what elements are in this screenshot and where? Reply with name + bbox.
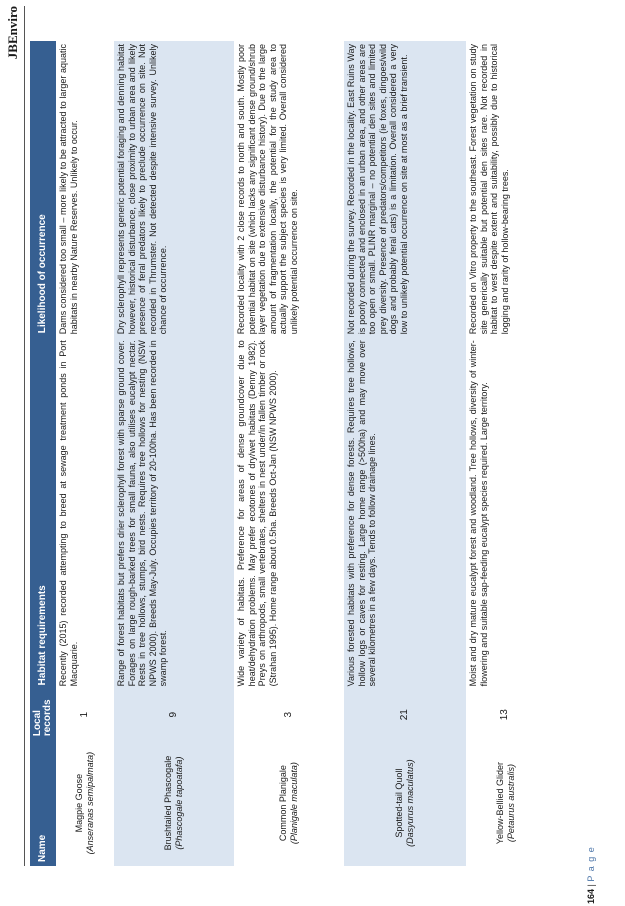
habitat-cell: Recently (2015) recorded attempting to breed at sewage treatment ponds in Port Macquarie.	[56, 337, 114, 689]
table-row	[56, 41, 114, 866]
species-table	[30, 41, 545, 866]
records-cell: 13	[466, 689, 545, 740]
likelihood-cell: Dry sclerophyll represents generic potential foraging and denning habitat however, historical disturbance, close proximity to urban area and likely presence of feral predators likely to preclude occurrence on site. Not recorded in Thrumster. Not detected despite intensive survey. Unlikely chance of occurrence.	[114, 41, 234, 337]
records-cell: 1	[56, 689, 114, 740]
header-records: Local records	[30, 689, 56, 740]
likelihood-cell: Not recorded during the survey. Recorded in the locality. East Ruins Way is poorly connected and enclosed in an urban area, and other areas are too open or small. PLINR marginal – no potential den sites and limited prey diversity. Presence of predators/competitors (ie foxes, dingoes/wild dogs and probably feral cats) is a limitation. Overall considered a very low to unlikely potential occurrence on site at most as a brief transient.	[344, 41, 466, 337]
header-name: Name	[30, 740, 56, 866]
likelihood-cell: Recorded on Vitro property to the southeast. Forest vegetation on study site generically suitable but potential den sites rare. Not recorded in habitat to west despite extent and suitability, possibly due to historical logging and rarity of hollow-bearing trees.	[466, 41, 545, 337]
table-header-row	[30, 41, 56, 866]
species-name-cell	[234, 740, 344, 866]
scientific-name: (Planigale maculata)	[289, 762, 299, 845]
likelihood-cell: Dams considered too small – more likely to be attracted to larger aquatic habitats in nearby Nature Reserves. Unlikely to occur.	[56, 41, 114, 337]
page-number: 164	[586, 888, 596, 904]
likelihood-cell: Recorded locality with 2 close records to north and south. Mostly poor potential habitat on site (which lacks any significant dense ground/shrub layer vegetation due to extensive disturbance history). Due to the large amount of fragmentation locally, the potential for the study area to actually support the subject species is very limited. Overall considered unlikely potential occurrence on site.	[234, 41, 344, 337]
table-row	[344, 41, 466, 866]
header-rule	[24, 6, 25, 866]
table-row	[466, 41, 545, 866]
common-name: Magpie Goose	[74, 773, 85, 833]
species-name-cell	[114, 740, 234, 866]
species-name-cell	[466, 740, 545, 866]
scientific-name: (Petaurus australis)	[505, 764, 516, 843]
scientific-name: (Anseranas semipalmata)	[85, 751, 95, 855]
records-cell: 3	[234, 689, 344, 740]
page-footer: 164 | P a g e	[586, 846, 596, 904]
header-habitat: Habitat requirements	[30, 337, 56, 689]
common-name: Brushtailed Phascogale	[163, 755, 174, 851]
habitat-cell: Various forested habitats with preference for dense forests. Requires tree hollows, hollow logs or caves for resting. Large home range (>500ha) and may move over several kilometres in a few days. Tends to follow drainage lines.	[344, 337, 466, 689]
table-row	[114, 41, 234, 866]
species-name-cell	[344, 740, 466, 866]
common-name: Common Planigale	[278, 765, 289, 842]
habitat-cell: Range of forest habitats but prefers drier sclerophyll forest with sparse ground cover. Forages on large rough-barked trees for small fauna, also utilises eucalypt nectar. Rests in tree hollows, stumps, bird nests. Requires tree hollows for nesting (NSW NPWS 2000). Breeds May-July. Occupies territory of 20-100ha. Has been recorded in swamp forest.	[114, 337, 234, 689]
habitat-cell: Moist and dry mature eucalypt forest and woodland. Tree hollows, diversity of winter-flowering and suitable sap-feeding eucalypt species required. Large territory.	[466, 337, 545, 689]
common-name: Yellow-Bellied Glider	[494, 761, 505, 845]
species-name-cell	[56, 740, 114, 866]
scientific-name: (Dasyurus maculatus)	[405, 759, 415, 847]
common-name: Spotted-tail Quoll	[394, 768, 405, 838]
table-row	[234, 41, 344, 866]
header-likelihood: Likelihood of occurrence	[30, 41, 56, 337]
brand-logo: JBEnviro	[5, 6, 20, 60]
records-cell: 9	[114, 689, 234, 740]
records-cell: 21	[344, 689, 466, 740]
scientific-name: (Phascogale tapoatafa)	[174, 756, 184, 850]
habitat-cell: Wide variety of habitats. Preference for areas of dense groundcover due to heat/dehydration problems. May prefer ecotones of dry/wet habitats (Denny 1982). Preys on arthropods, small vertebrates, shelters in nest under/in fallen timber or rock (Strahan 1995). Home range about 0.5ha. Breeds Oct-Jan (NSW NPWS 2000).	[234, 337, 344, 689]
page-label: P a g e	[586, 846, 596, 882]
